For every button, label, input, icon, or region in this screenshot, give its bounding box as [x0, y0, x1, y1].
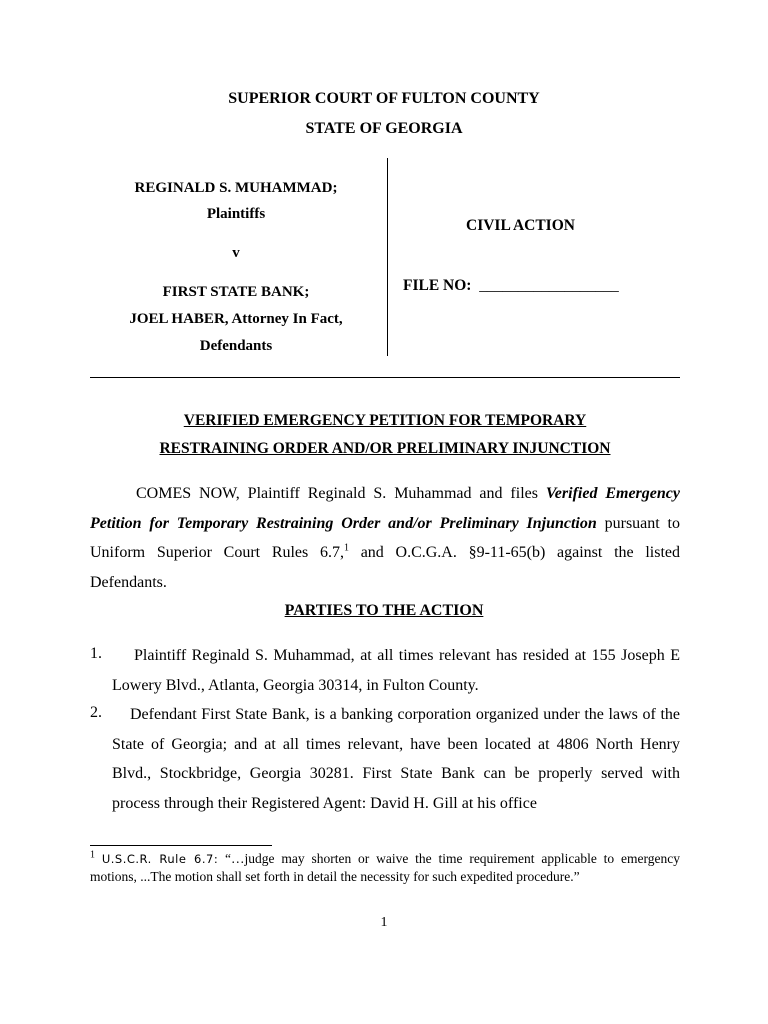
footnote-separator [90, 845, 272, 846]
plaintiff-role: Plaintiffs [206, 206, 266, 222]
footnote-rule: U.S.C.R. Rule 6.7: [101, 852, 219, 866]
list-item: Plaintiff Reginald S. Muhammad, at all times relevant has resided at 155 Joseph E Lowery Blvd., Atlanta, Georgia 30314, in Fulton County. [112, 647, 680, 694]
footnote [90, 850, 680, 886]
intro-mid: pursuant to Uniform Superior Court Rules 6.7, [90, 514, 681, 561]
court-state: STATE OF GEORGIA [305, 120, 463, 137]
file-no-label: FILE NO: [403, 277, 472, 294]
court-name: SUPERIOR COURT OF FULTON COUNTY [228, 90, 540, 107]
defendant-name-2: JOEL HABER, Attorney In Fact, [129, 311, 343, 327]
list-item: Defendant First State Bank, is a banking corporation organized under the laws of the State of Georgia; and at all times relevant, have been located at 4806 North Henry Blvd., Stockbridge, Georgia 30281. First State Bank can be properly served with process through their Registered Agent: David H. Gill at his office [112, 706, 680, 812]
item-number: 1. [90, 645, 102, 662]
intro-lead: COMES NOW, Plaintiff Reginald S. Muhammad and files [136, 485, 546, 502]
file-no-blank: __________________ [479, 277, 619, 294]
versus-label: v [232, 245, 240, 261]
civil-action-label: CIVIL ACTION [466, 217, 575, 234]
footnote-ref: 1 [343, 542, 349, 554]
intro-title: Verified Emergency Petition for Temporary Restraining Order and/or Preliminary Injunction [90, 485, 680, 532]
intro-tail: and O.C.G.A. §9-11-65(b) against the listed Defendants. [90, 544, 681, 591]
caption-divider [387, 158, 388, 356]
file-number [403, 277, 619, 295]
footnote-text: “…judge may shorten or waive the time requirement applicable to emergency motions, ...The motion shall set forth in detail the necessity for such expedited procedure.” [90, 851, 680, 884]
caption-rule [90, 377, 680, 378]
petition-title-line2: RESTRAINING ORDER AND/OR PRELIMINARY INJUNCTION [159, 440, 611, 457]
plaintiff-name: REGINALD S. MUHAMMAD; [134, 180, 338, 196]
intro-paragraph [90, 479, 680, 597]
item-number: 2. [90, 704, 102, 721]
page-number: 1 [380, 915, 388, 930]
petition-title-line1: VERIFIED EMERGENCY PETITION FOR TEMPORARY [183, 412, 587, 429]
footnote-marker: 1 [90, 849, 95, 861]
defendant-name-1: FIRST STATE BANK; [162, 284, 310, 300]
defendant-role: Defendants [199, 338, 273, 354]
section-heading: PARTIES TO THE ACTION [284, 602, 484, 619]
